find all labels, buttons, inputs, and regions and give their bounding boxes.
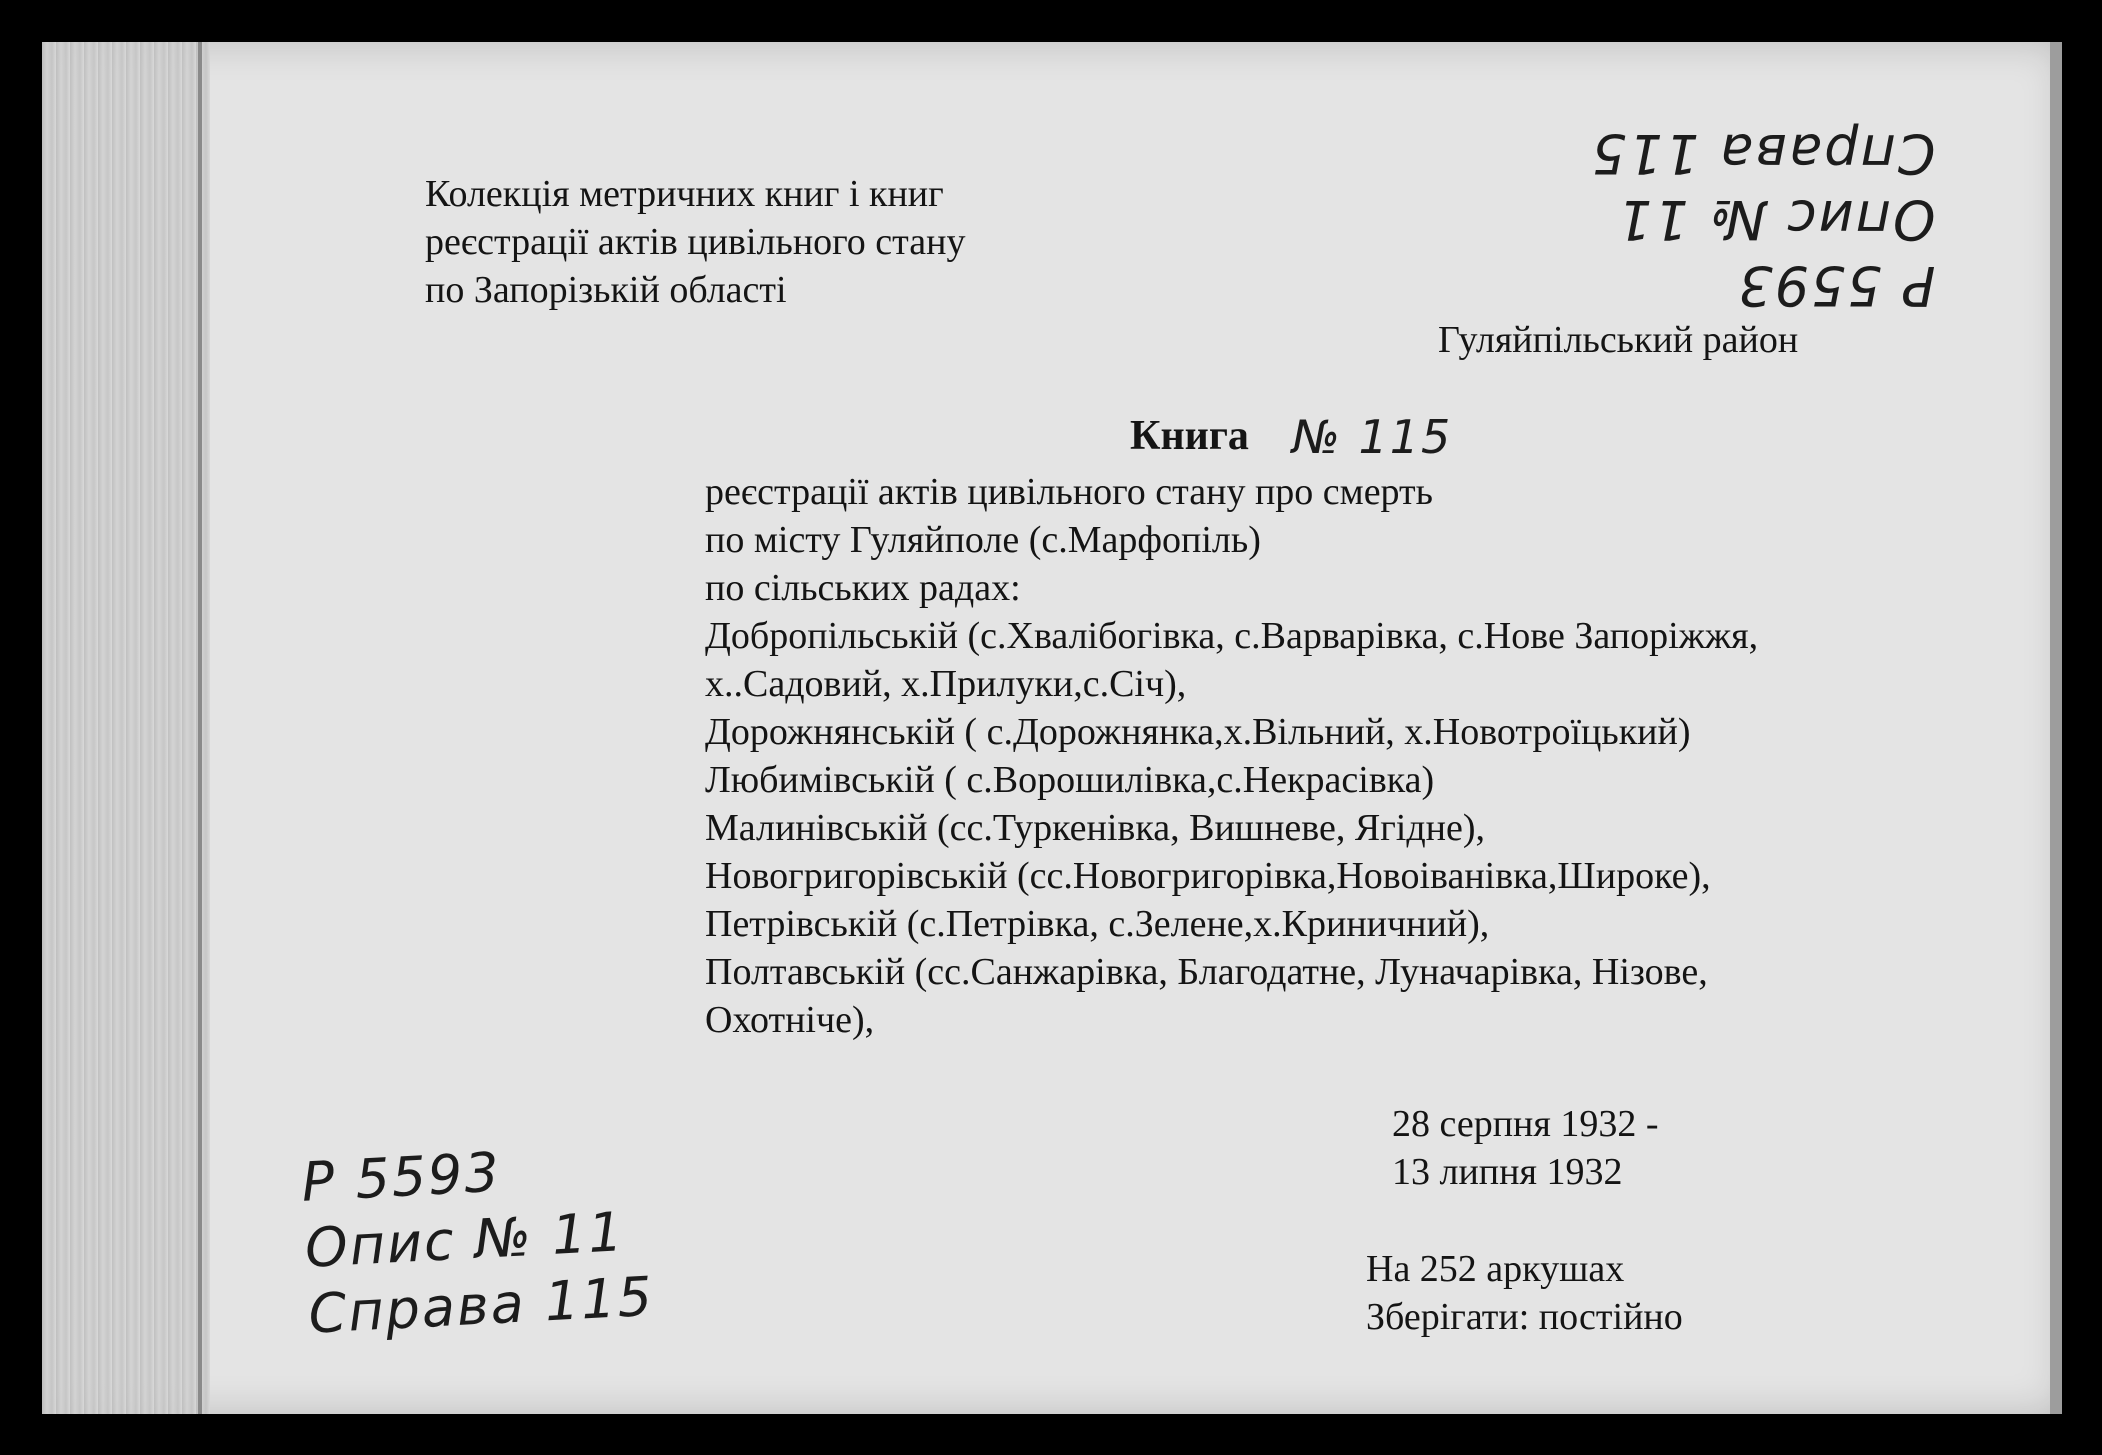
page-right-edge — [2050, 42, 2062, 1414]
storage-info — [1366, 1245, 1683, 1341]
handwritten-line: Справа 115 — [1590, 122, 1936, 185]
handwritten-archive-code-bottom — [300, 1132, 655, 1348]
date-range — [1392, 1100, 1659, 1196]
handwritten-line: Опис № 11 — [1615, 188, 1936, 251]
date-start: 28 серпня 1932 - — [1392, 1103, 1659, 1145]
description-line: Новогригорівській (сс.Новогригорівка,Новоіванівка,Широке), — [705, 855, 1711, 897]
description-line: Охотніче), — [705, 999, 875, 1041]
description-line: Дорожнянській ( с.Дорожнянка,х.Вільний, х.Новотроїцький) — [705, 711, 1691, 753]
description-line: Петрівській (с.Петрівка, с.Зелене,х.Криничний), — [705, 903, 1490, 945]
collection-line: по Запорізькій області — [425, 269, 787, 311]
handwritten-line: Опис № 11 — [303, 1200, 627, 1280]
description-line: реєстрації актів цивільного стану про смерть — [705, 471, 1433, 513]
collection-title — [425, 170, 965, 314]
handwritten-line: Р 5593 — [1736, 254, 1936, 317]
handwritten-archive-code-top-inverted — [1590, 120, 1936, 318]
description-line: Малинівській (сс.Туркенівка, Вишневе, Ягідне), — [705, 807, 1486, 849]
description-line: х..Садовий, х.Прилуки,с.Січ), — [705, 663, 1187, 705]
spine-edge — [198, 42, 202, 1414]
collection-line: Колекція метричних книг і книг — [425, 173, 944, 215]
book-title: Книга — [1130, 413, 1249, 459]
description-line: по сільських радах: — [705, 567, 1021, 609]
description-line: Полтавській (сс.Санжарівка, Благодатне, Луначарівка, Нізове, — [705, 951, 1708, 993]
collection-line: реєстрації актів цивільного стану — [425, 221, 966, 263]
handwritten-line: Справа 115 — [306, 1264, 656, 1346]
description-line: по місту Гуляйполе (с.Марфопіль) — [705, 519, 1261, 561]
book-description — [705, 468, 1758, 1044]
district-name: Гуляйпільський район — [1438, 319, 1799, 361]
handwritten-line: Р 5593 — [300, 1140, 503, 1214]
retention-period: Зберігати: постійно — [1366, 1296, 1683, 1338]
description-line: Добропільській (с.Хвалібогівка, с.Варварівка, с.Нове Запоріжжя, — [705, 615, 1759, 657]
binding-spine — [42, 42, 210, 1414]
date-end: 13 липня 1932 — [1392, 1151, 1623, 1193]
sheet-count: На 252 аркушах — [1366, 1248, 1625, 1290]
description-line: Любимівській ( с.Ворошилівка,с.Некрасівка) — [705, 759, 1435, 801]
handwritten-book-number: № 115 — [1292, 410, 1453, 464]
